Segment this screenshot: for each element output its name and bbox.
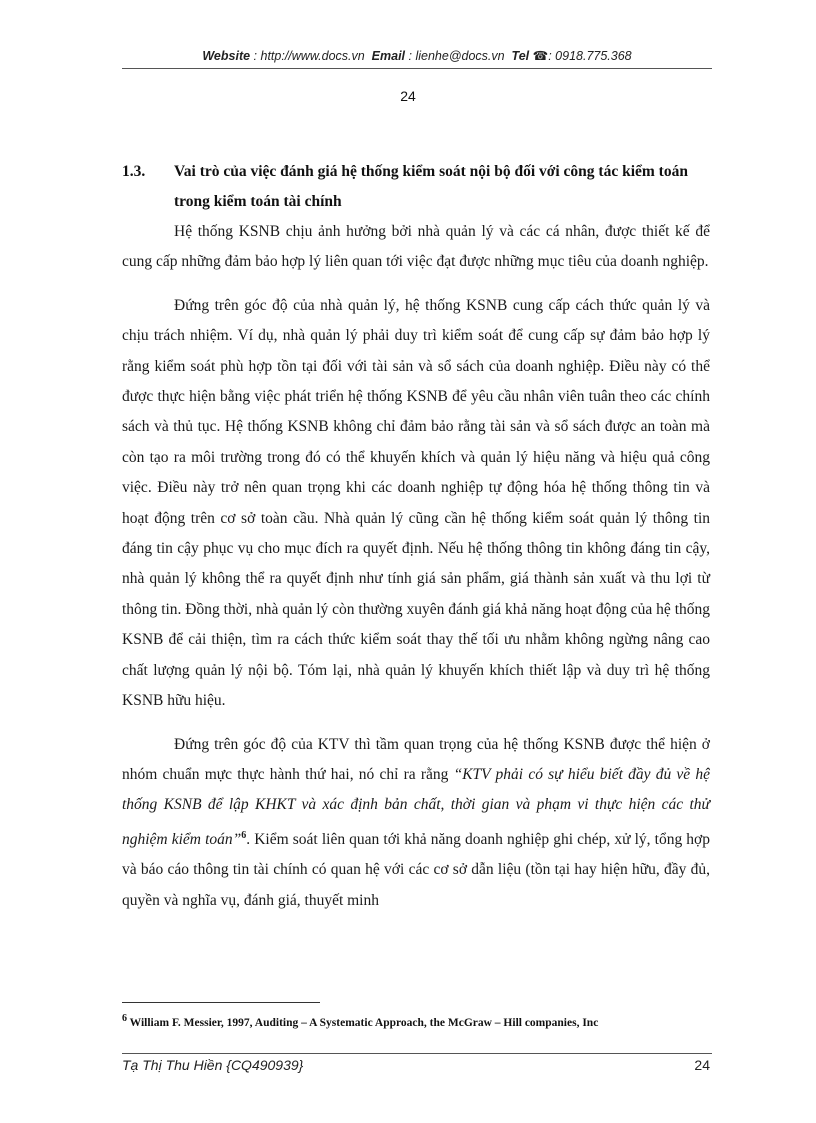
body-text xyxy=(122,217,710,929)
footnote xyxy=(122,1013,722,1029)
footnote-text: William F. Messier, 1997, Auditing – A Systematic Approach, the McGraw – Hill companies, Inc xyxy=(127,1016,599,1029)
phone-icon: ☎ xyxy=(532,49,549,63)
footer-divider xyxy=(122,1053,712,1054)
page-header xyxy=(122,48,712,63)
paragraph-3-quote: “KTV phải có sự hiểu biết đầy đủ về hệ thống KSNB để lập KHKT và xác định bản chất, thời gian và phạm vi thực hiện các thử nghiệm kiểm toán” xyxy=(122,765,711,848)
footer-author: Tạ Thị Thu Hiền {CQ490939} xyxy=(122,1057,304,1073)
footer-page-number: 24 xyxy=(694,1057,710,1073)
footnote-mark: 6 xyxy=(122,1013,127,1024)
email-label: Email xyxy=(371,49,406,63)
footnote-divider xyxy=(122,1002,320,1003)
website-label: Website xyxy=(202,49,251,63)
paragraph-2: Đứng trên góc độ của nhà quản lý, hệ thống KSNB cung cấp cách thức quản lý và chịu trách nhiệm. Ví dụ, nhà quản lý phải duy trì kiểm soát để cung cấp sự đảm bảo hợp lý rằng kiểm soát phù hợp tồn tại đối với tài sản và sổ sách của doanh nghiệp. Điều này có thể được thực hiện bằng việc phát triển hệ thống KSNB để yêu cầu nhân viên tuân theo các chính sách và thủ tục. Hệ thống KSNB không chỉ đảm bảo rằng tài sản và sổ sách được an toàn mà còn tạo ra môi trường trong đó có thể khuyến khích và quản lý hiệu năng và hiệu quả công việc. Điều này trở nên quan trọng khi các doanh nghiệp tự động hóa hệ thống thông tin và hoạt động trên cơ sở toàn cầu. Nhà quản lý cũng cần hệ thống kiểm soát quản lý thông tin đáng tin cậy phục vụ cho mục đích ra quyết định. Nếu hệ thống thông tin không đáng tin cậy, nhà quản lý không thể ra quyết định như tính giá sản phẩm, giá thành sản xuất và thu lợi từ thông tin. Đồng thời, nhà quản lý còn thường xuyên đánh giá khả năng hoạt động của hệ thống KSNB để cải thiện, tìm ra cách thức kiểm soát thay thế tối ưu nhằm không ngừng nâng cao chất lượng quản lý nội bộ. Tóm lại, nhà quản lý khuyến khích thiết lập và duy trì hệ thống KSNB hữu hiệu. xyxy=(122,296,710,710)
paragraph-3 xyxy=(122,730,710,917)
header-divider xyxy=(122,68,712,69)
section-heading xyxy=(122,157,714,217)
footnote-reference[interactable]: 6 xyxy=(241,829,247,841)
tel-value: : 0918.775.368 xyxy=(548,49,632,63)
page-number-top: 24 xyxy=(400,88,416,104)
email-value: : lienhe@docs.vn xyxy=(408,49,505,63)
paragraph-3-end: . Kiểm soát liên quan tới khả năng doanh nghiệp ghi chép, xử lý, tổng hợp và báo cáo thông tin tài chính có quan hệ với các cơ sở dẫn liệu (tồn tại hay hiện hữu, đầy đủ, quyền và nghĩa vụ, đánh giá, thuyết minh xyxy=(122,830,710,909)
section-number: 1.3. xyxy=(122,163,146,180)
paragraph-1: Hệ thống KSNB chịu ảnh hưởng bởi nhà quản lý và các cá nhân, được thiết kế để cung cấp những đảm bảo hợp lý liên quan tới việc đạt được những mục tiêu của doanh nghiệp. xyxy=(122,223,710,271)
website-value: : http://www.docs.vn xyxy=(253,49,365,63)
paragraph-3-start: Đứng trên góc độ của KTV thì tầm quan trọng của hệ thống KSNB được thể hiện ở nhóm chuẩn mực thực hành thứ hai, nó chỉ ra rằng xyxy=(122,735,710,783)
tel-label: Tel xyxy=(511,49,530,63)
section-title: Vai trò của việc đánh giá hệ thống kiểm soát nội bộ đối với công tác kiểm toán trong kiểm toán tài chính xyxy=(174,163,688,210)
